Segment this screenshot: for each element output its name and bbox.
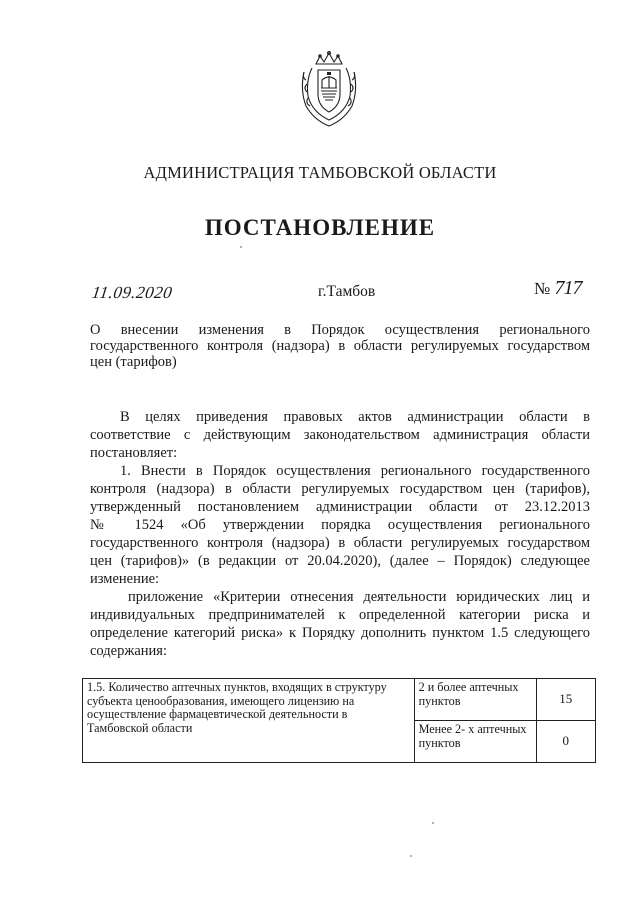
document-type-title: ПОСТАНОВЛЕНИЕ xyxy=(204,215,436,240)
body-line: содержания: xyxy=(90,643,168,659)
body-line: контроля (надзора) в области регулируемых государством цен (тарифов), xyxy=(90,481,590,497)
body-line: В целях приведения правовых актов администрации области в xyxy=(120,409,590,425)
document-subject xyxy=(90,322,590,370)
coat-of-arms-emblem xyxy=(298,50,360,128)
condition-cell xyxy=(414,679,536,721)
subject-line: цен (тарифов) xyxy=(90,354,177,370)
body-line: индивидуальных предпринимателей к определенной категории риска и xyxy=(90,607,590,623)
number-sign: № xyxy=(534,279,551,298)
document-city: г.Тамбов xyxy=(318,283,376,300)
body-line: № 1524 «Об утверждении порядка осуществления регионального xyxy=(90,517,590,533)
condition-line: Менее 2- х аптечных xyxy=(418,722,527,736)
condition-line: пунктов xyxy=(418,735,461,750)
condition-line: 2 и более аптечных xyxy=(418,680,519,694)
body-line: приложение «Критерии отнесения деятельности юридических лиц и xyxy=(128,589,590,605)
criterion-line: субъекта ценообразования, имеющего лицензию на xyxy=(87,693,355,708)
body-line: утвержденный постановлением администрации области от 23.12.2013 xyxy=(90,499,590,515)
table-row xyxy=(83,679,596,721)
body-line: цен (тарифов)» (в редакции от 20.04.2020), (далее – Порядок) следующее xyxy=(90,553,590,569)
condition-cell xyxy=(414,721,536,763)
score-cell: 0 xyxy=(536,721,595,763)
condition-line: пунктов xyxy=(418,693,461,708)
criterion-line: 1.5. Количество аптечных пунктов, входящих в структуру xyxy=(87,680,387,694)
criteria-table xyxy=(82,678,596,763)
document-date: 11.09.2020 xyxy=(90,283,174,302)
document-number xyxy=(534,277,581,300)
scan-speck xyxy=(432,822,434,824)
body-line: 1. Внести в Порядок осуществления регионального государственного xyxy=(120,463,590,479)
body-line: определение категорий риска» к Порядку дополнить пунктом 1.5 следующего xyxy=(90,625,590,641)
body-line: государственного контроля (надзора) в области регулируемых государством xyxy=(90,535,590,551)
subject-line: О внесении изменения в Порядок осуществления регионального xyxy=(90,322,590,338)
criterion-line: Тамбовской области xyxy=(87,720,193,735)
body-line: изменение: xyxy=(90,571,160,587)
body-line: соответствие с действующим законодательством администрация области xyxy=(90,427,590,443)
score-cell: 15 xyxy=(536,679,595,721)
criterion-line: осуществление фармацевтической деятельности в xyxy=(87,707,348,721)
subject-line: государственного контроля (надзора) в области регулируемых государством xyxy=(90,338,590,354)
organization-name: АДМИНИСТРАЦИЯ ТАМБОВСКОЙ ОБЛАСТИ xyxy=(143,163,497,182)
scan-speck xyxy=(410,855,412,857)
criterion-cell xyxy=(83,679,415,763)
scan-speck xyxy=(240,246,242,248)
body-line: постановляет: xyxy=(90,445,178,461)
document-body xyxy=(90,408,590,660)
number-value: 717 xyxy=(554,277,582,299)
